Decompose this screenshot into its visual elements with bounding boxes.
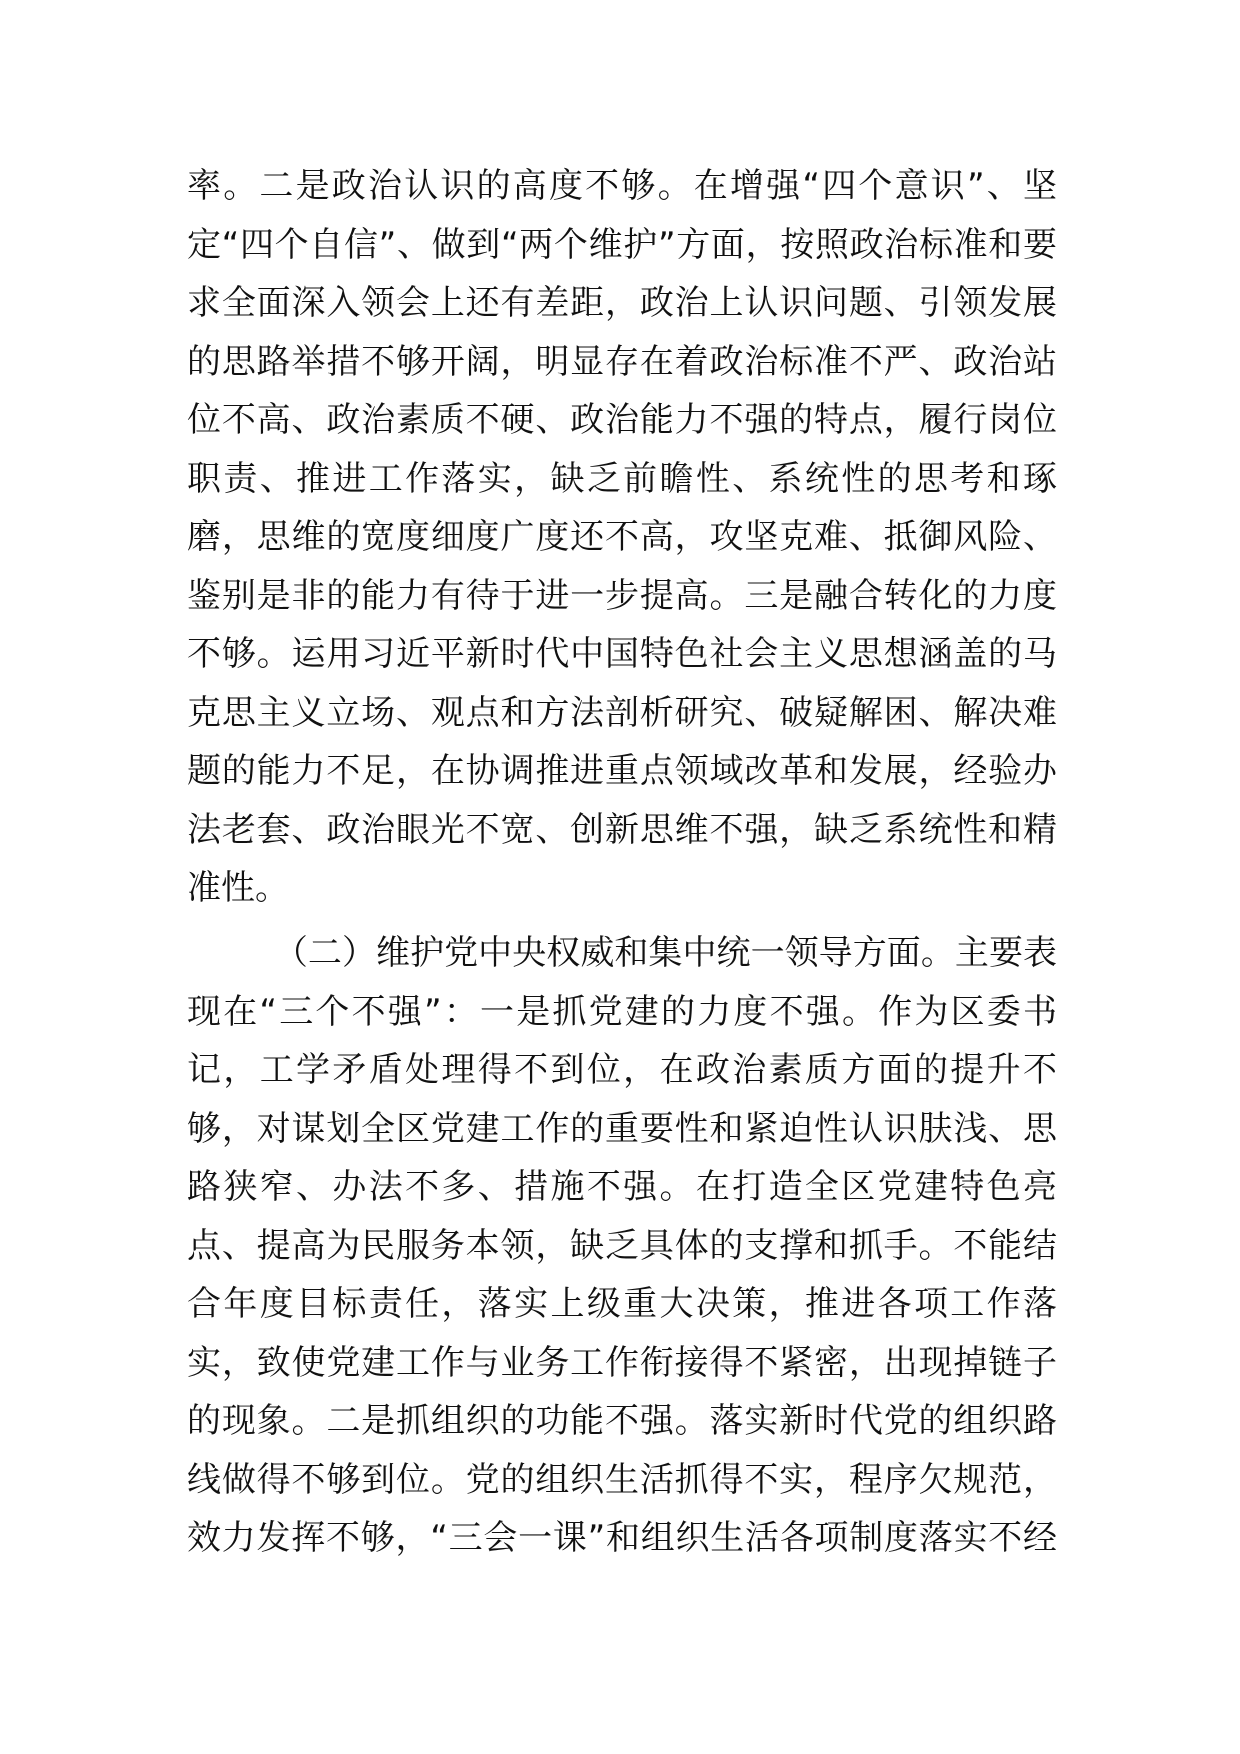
text-line: 率。二是政治认识的高度不够。在增强“四个意识”、坚 [187,166,1057,206]
text-line: 鉴别是非的能力有待于进一步提高。三是融合转化的力度 [187,575,1057,616]
text-line: 够，对谋划全区党建工作的重要性和紧迫性认识肤浅、思 [187,1108,1057,1149]
text-line: 现在“三个不强”：一是抓党建的力度不强。作为区委书 [187,991,1057,1032]
text-line: 效力发挥不够，“三会一课”和组织生活各项制度落实不经 [187,1518,1057,1558]
text-line: 磨，思维的宽度细度广度还不高，攻坚克难、抵御风险、 [187,517,1057,557]
text-line: 不够。运用习近平新时代中国特色社会主义思想涵盖的马 [187,634,1057,674]
paragraph-1 [187,157,1057,918]
text-line: 求全面深入领会上还有差距，政治上认识问题、引领发展 [187,283,1057,323]
text-line: 线做得不够到位。党的组织生活抓得不实，程序欠规范， [187,1459,1057,1500]
text-line: 点、提高为民服务本领，缺乏具体的支撑和抓手。不能结 [187,1225,1057,1266]
text-line: 记，工学矛盾处理得不到位，在政治素质方面的提升不 [187,1050,1057,1090]
text-line: 的现象。二是抓组织的功能不强。落实新时代党的组织路 [187,1401,1057,1441]
text-line: 法老套、政治眼光不宽、创新思维不强，缺乏系统性和精 [187,809,1057,850]
text-line: 合年度目标责任，落实上级重大决策，推进各项工作落 [187,1284,1057,1324]
text-line: 实，致使党建工作与业务工作衔接得不紧密，出现掉链子 [187,1342,1057,1383]
paragraph-2 [187,924,1057,1568]
text-line: 准性。 [187,868,289,908]
text-line: 题的能力不足，在协调推进重点领域改革和发展，经验办 [187,751,1057,791]
text-line: 职责、推进工作落实，缺乏前瞻性、系统性的思考和琢 [187,458,1057,499]
text-line: （二）维护党中央权威和集中统一领导方面。主要表 [187,933,1057,973]
text-line: 克思主义立场、观点和方法剖析研究、破疑解困、解决难 [187,692,1057,733]
text-line: 位不高、政治素质不硬、政治能力不强的特点，履行岗位 [187,400,1057,440]
text-line: 路狭窄、办法不多、措施不强。在打造全区党建特色亮 [187,1167,1057,1207]
text-line: 定“四个自信”、做到“两个维护”方面，按照政治标准和要 [187,224,1057,265]
text-line: 的思路举措不够开阔，明显存在着政治标准不严、政治站 [187,341,1057,382]
